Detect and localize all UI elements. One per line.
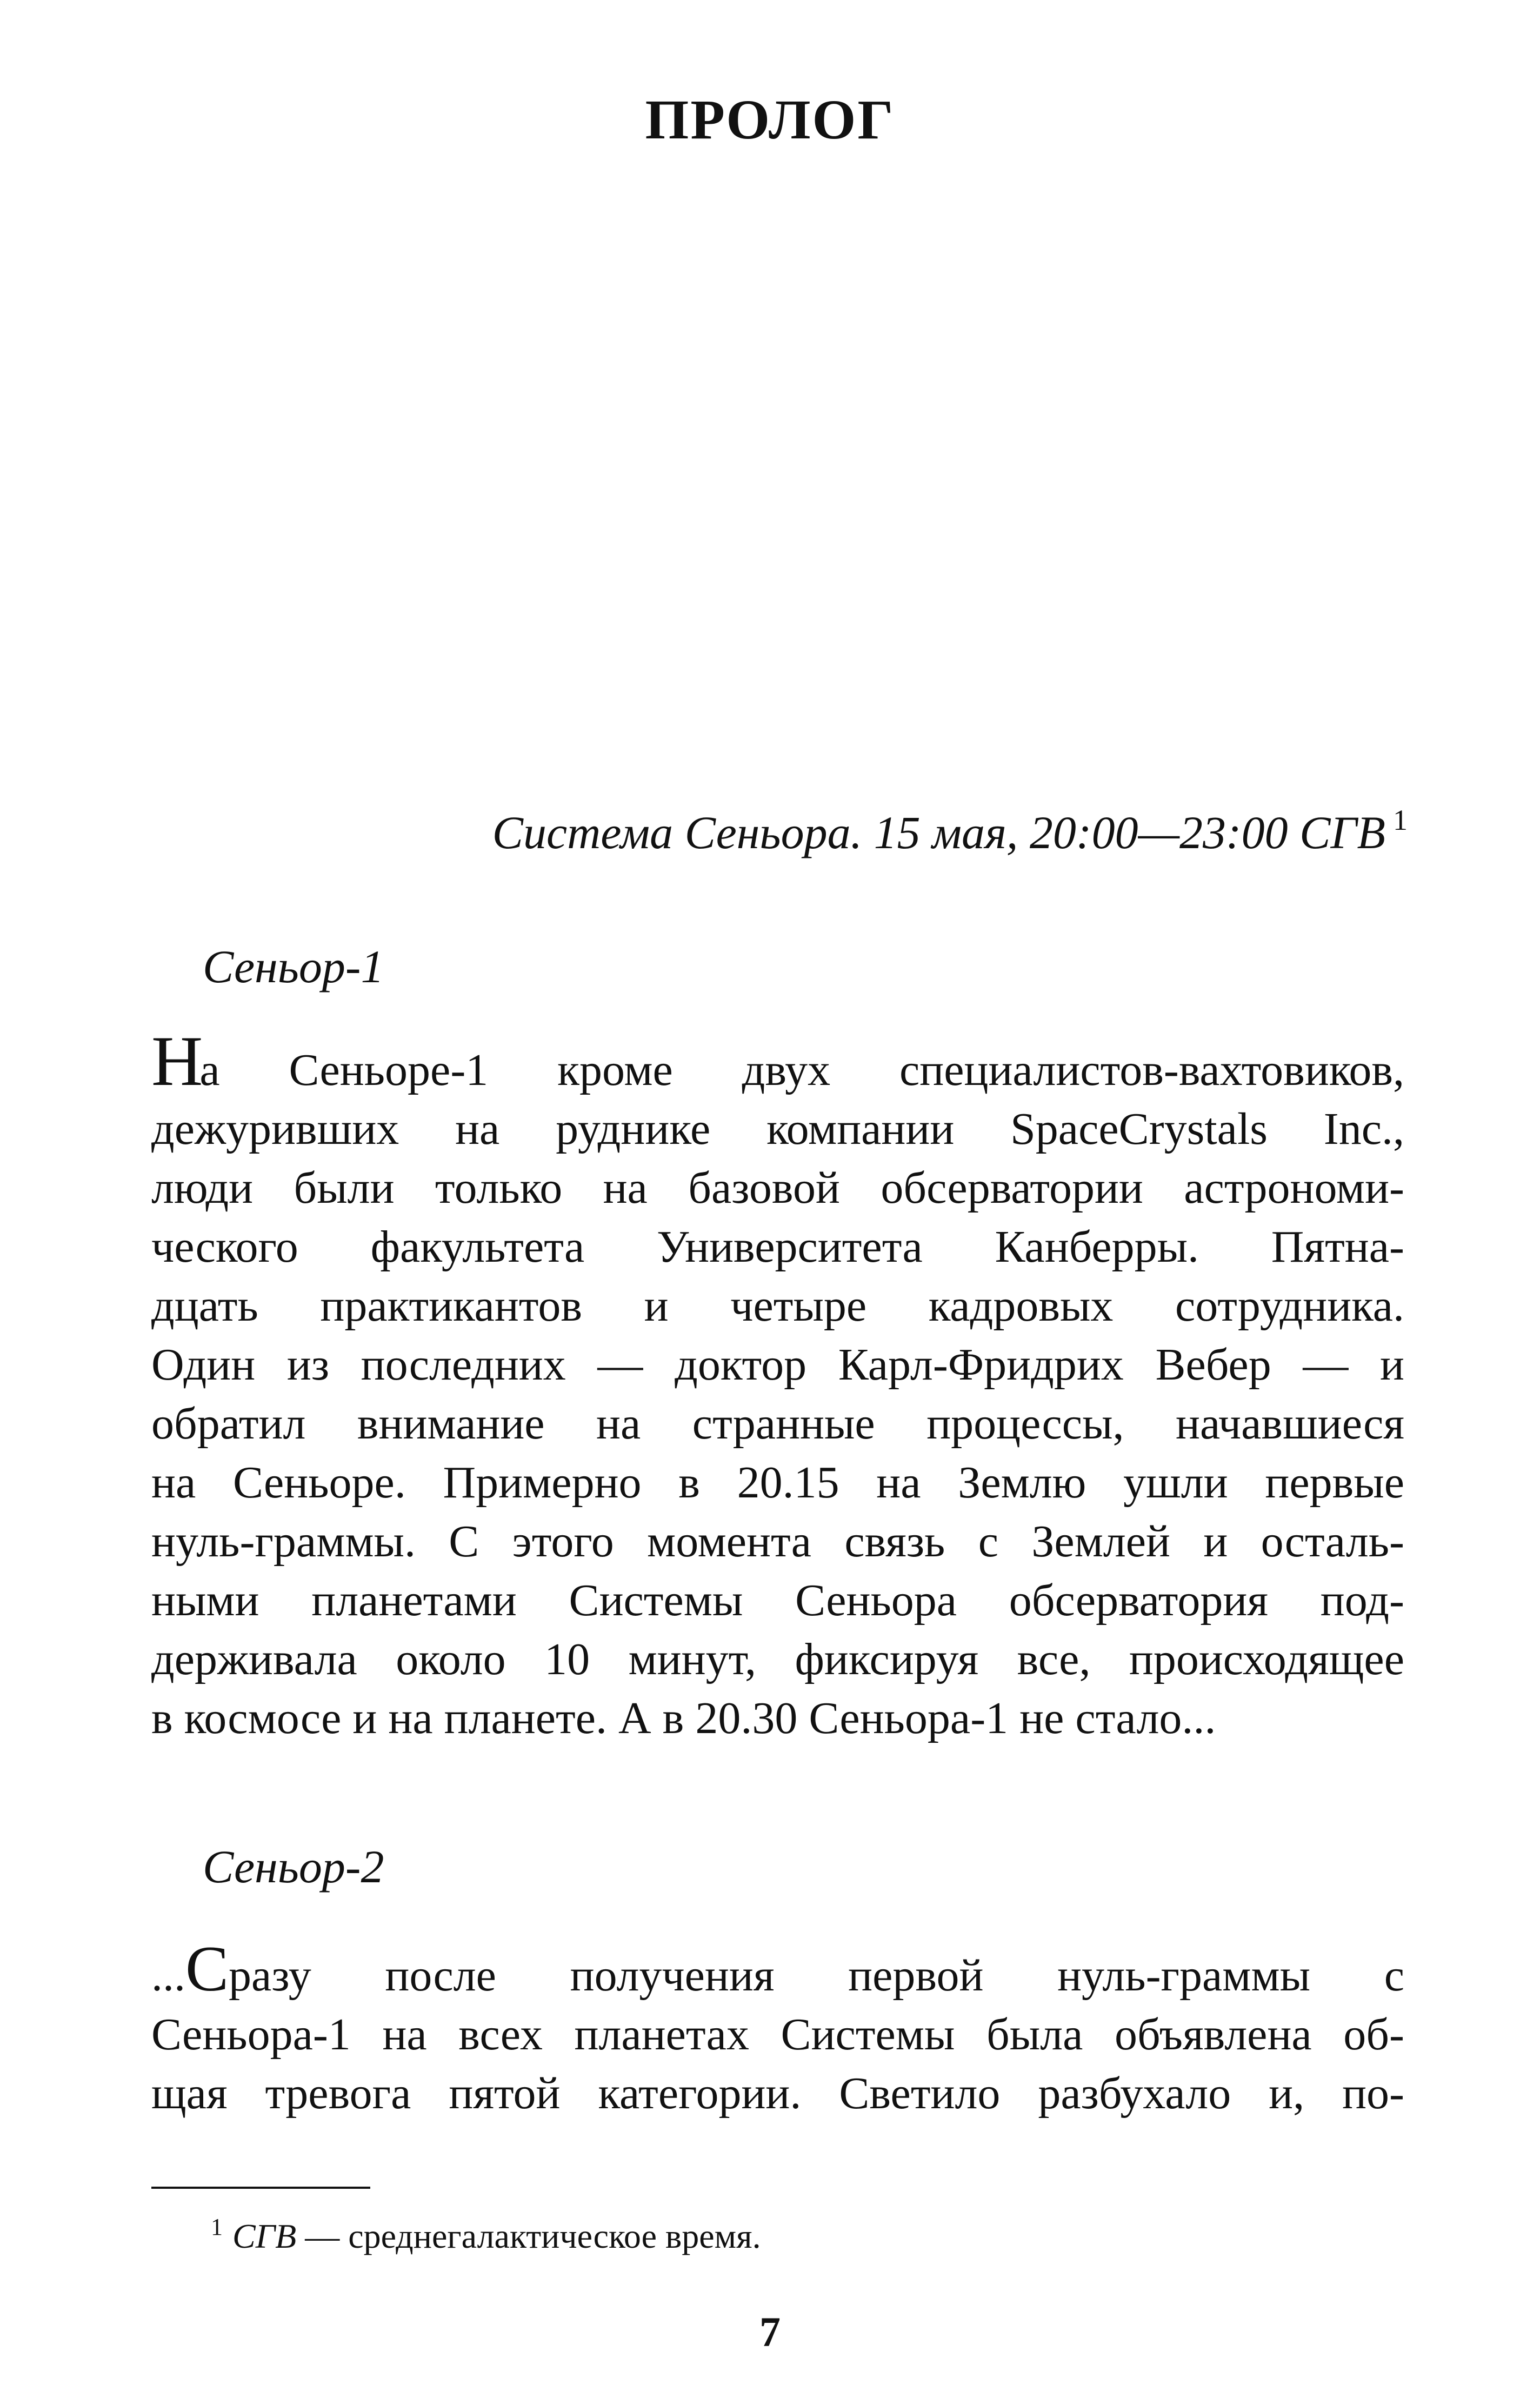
paragraph-line: на Сеньоре. Примерно в 20.15 на Землю ушли первые — [151, 1457, 1404, 1508]
footnote-term: СГВ — [232, 2217, 297, 2255]
paragraph-line: в космосе и на планете. А в 20.30 Сеньора-1 не стало... — [151, 1693, 1216, 1743]
paragraph-line: люди были только на базовой обсерватории астрономи- — [151, 1163, 1404, 1213]
drop-cap: Н — [151, 1021, 200, 1101]
paragraph-line: На Сеньоре-1 кроме двух специалистов-вахтовиков, — [151, 1021, 1404, 1101]
footnote-divider — [151, 2187, 370, 2189]
paragraph-line: дцать практикантов и четыре кадровых сотрудника. — [151, 1281, 1404, 1331]
section-heading-1: Сеньор-1 — [203, 941, 384, 992]
paragraph-line: ными планетами Системы Сеньора обсерватория под- — [151, 1575, 1404, 1626]
footnote — [211, 2215, 761, 2254]
dateline — [492, 805, 1408, 856]
paragraph-line: Один из последних — доктор Карл-Фридрих Вебер — и — [151, 1340, 1404, 1390]
paragraph-2 — [151, 1933, 1404, 2123]
dateline-text: Система Сеньора. 15 мая, 20:00—23:00 СГВ — [492, 807, 1385, 858]
ellipsis-prefix: ... — [151, 1950, 185, 2001]
footnote-text: — среднегалактическое время. — [305, 2217, 761, 2255]
section-heading-2: Сеньор-2 — [203, 1841, 384, 1893]
paragraph-line: щая тревога пятой категории. Светило разбухало и, по- — [151, 2068, 1404, 2119]
paragraph-line: дежуривших на руднике компании SpaceCrystals Inc., — [151, 1104, 1404, 1154]
paragraph-1 — [151, 1021, 1404, 1748]
footnote-marker: 1 — [211, 2214, 223, 2240]
drop-cap: С — [185, 1933, 229, 2004]
paragraph-line: ческого факультета Университета Канберры. Пятна- — [151, 1222, 1404, 1272]
paragraph-line: ...Сразу после получения первой нуль-граммы с — [151, 1933, 1404, 2004]
paragraph-line: нуль-граммы. С этого момента связь с Землей и осталь- — [151, 1516, 1404, 1567]
footnote-reference: 1 — [1393, 804, 1408, 836]
paragraph-line: Сеньора-1 на всех планетах Системы была объявлена об- — [151, 2009, 1404, 2060]
page-number: 7 — [759, 2308, 781, 2355]
paragraph-line: держивала около 10 минут, фиксируя все, происходящее — [151, 1634, 1404, 1684]
chapter-title: ПРОЛОГ — [645, 89, 895, 151]
paragraph-line: обратил внимание на странные процессы, начавшиеся — [151, 1398, 1404, 1449]
